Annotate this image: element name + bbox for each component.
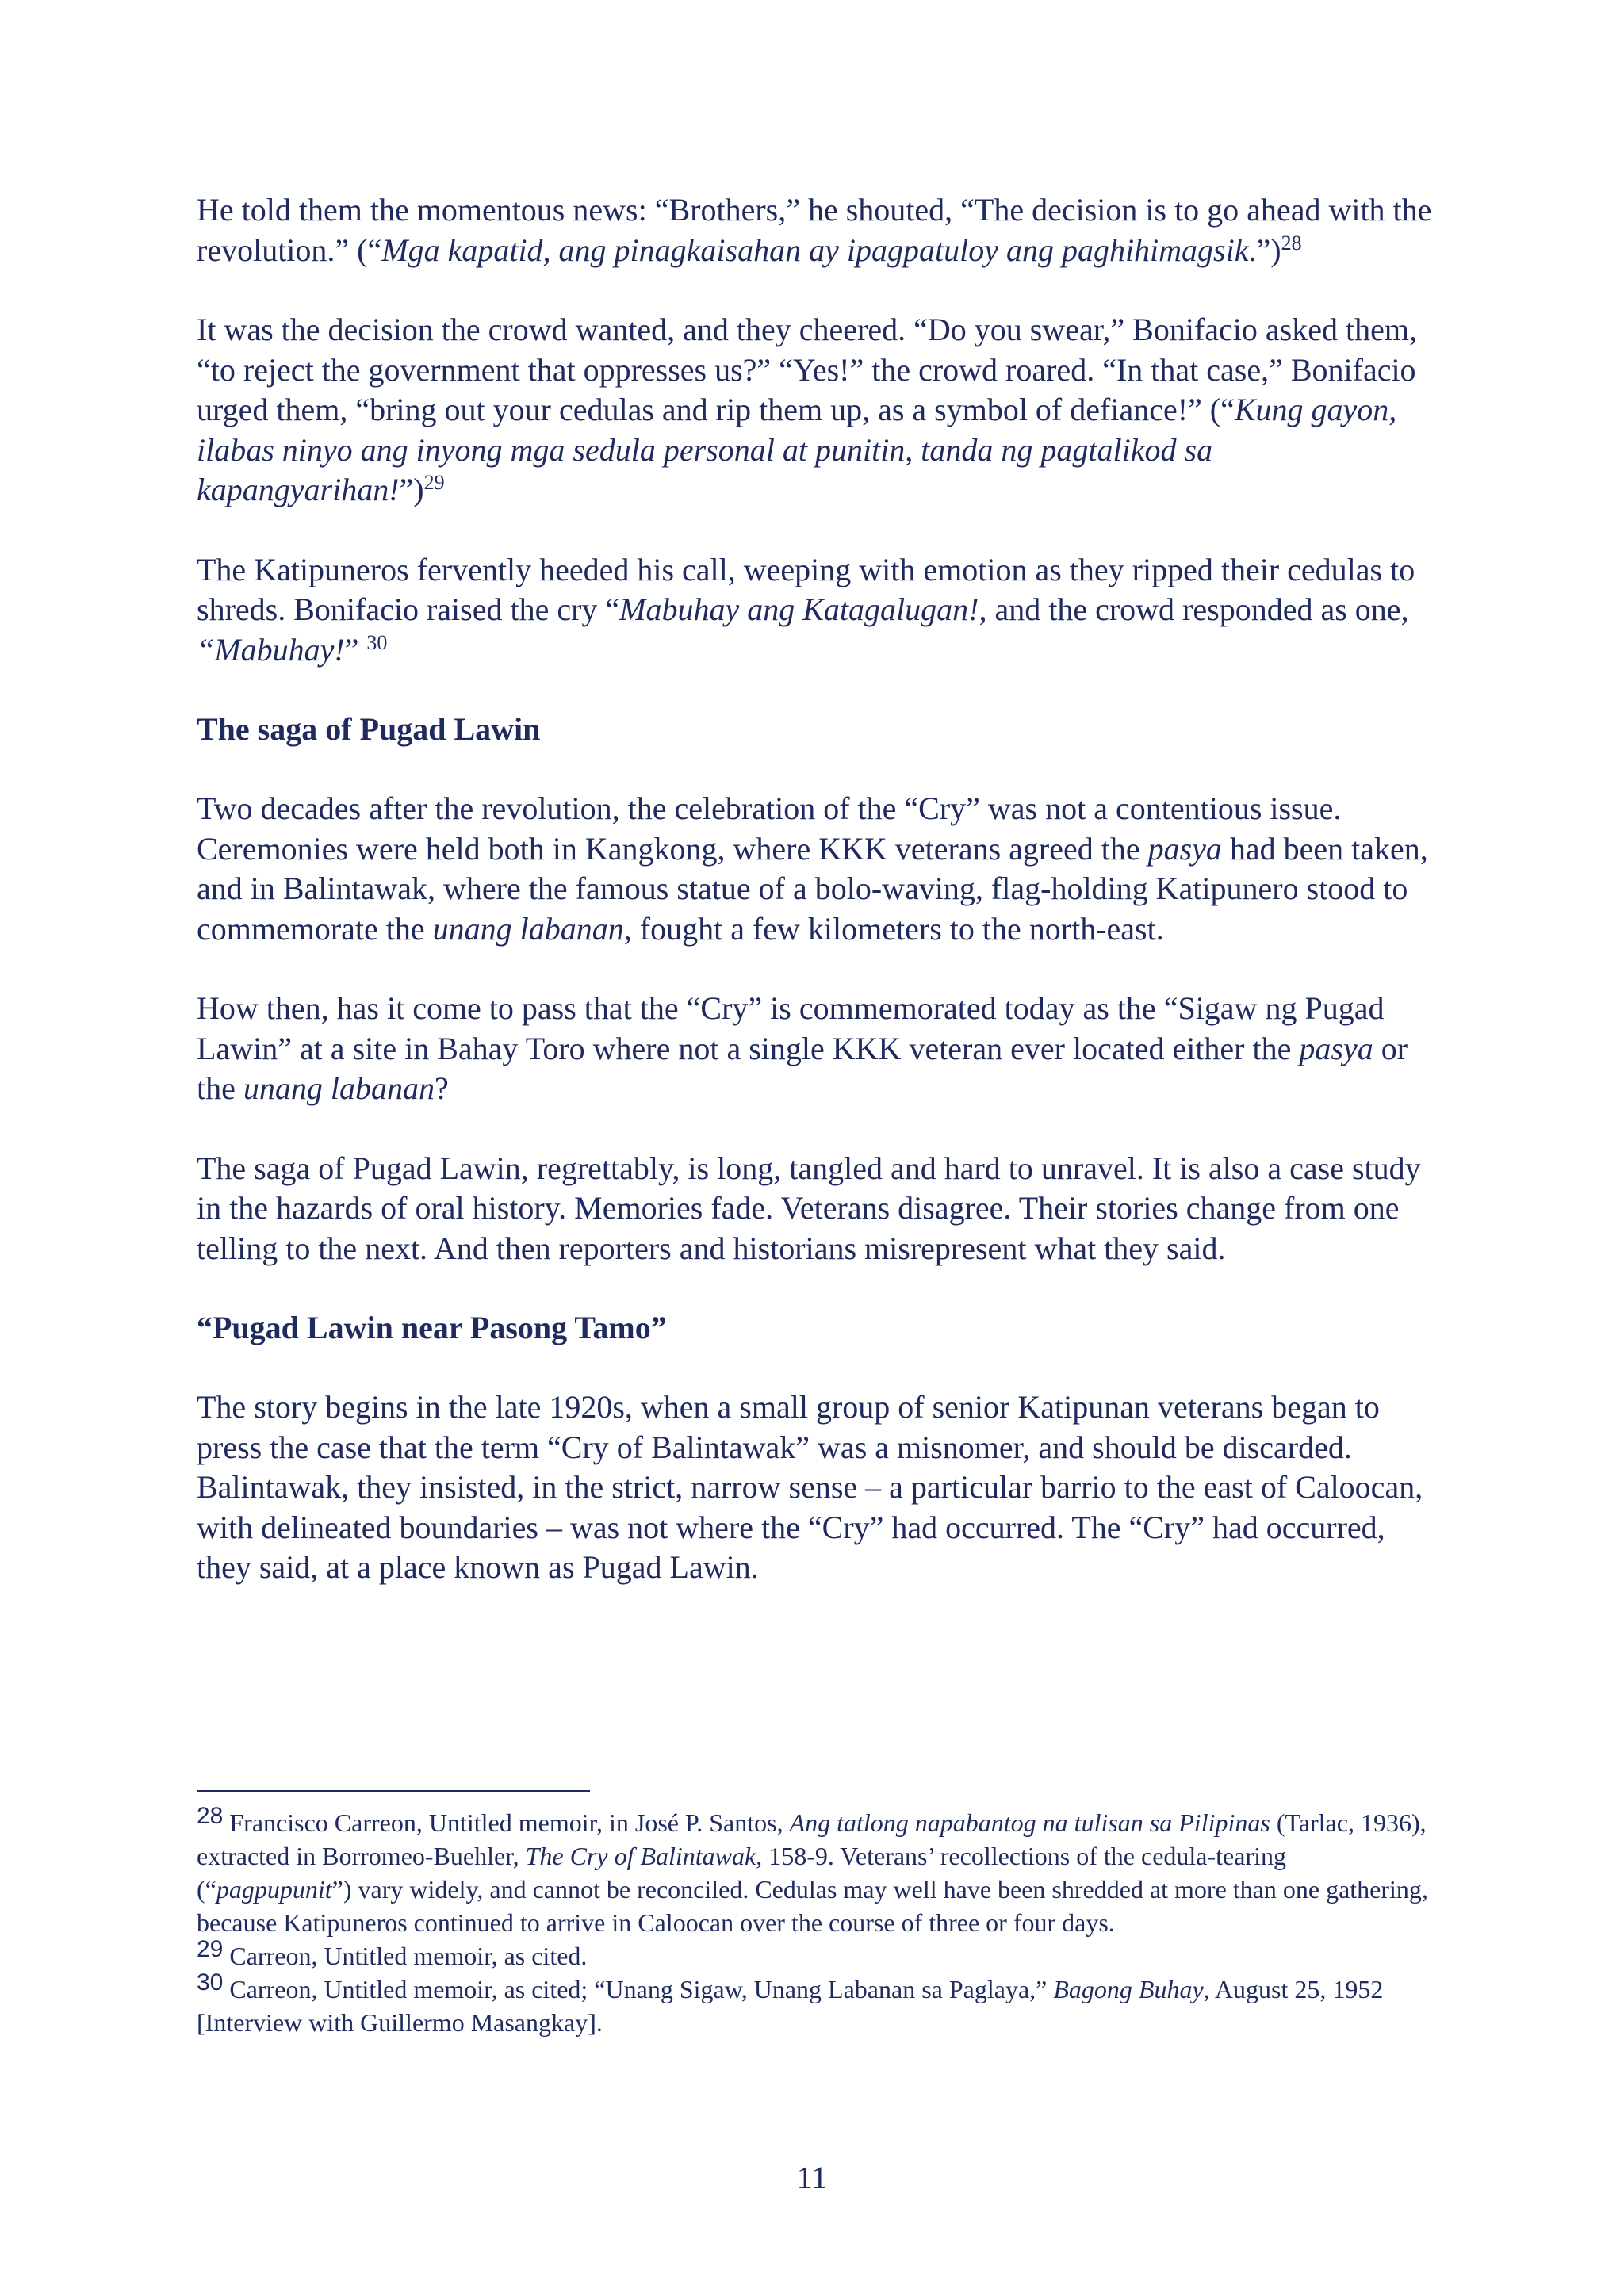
footnote-text: , August 25, 1952 [Interview with Guillermo Masangkay]. [197,1975,1384,2037]
section-heading-saga: The saga of Pugad Lawin [197,711,541,747]
footnote-text: (Tarlac, 1936), extracted in Borromeo-Buehler, [197,1808,1427,1870]
footnote-28 [197,1803,1434,1939]
section-heading-pasong-tamo: “Pugad Lawin near Pasong Tamo” [197,1310,667,1345]
footnote-text: Carreon, Untitled memoir, as cited; “Unang Sigaw, Unang Labanan sa Paglaya,” [223,1975,1054,2003]
italic-term: pagpupunit [216,1875,332,1904]
paragraph-text: ”) [399,472,424,507]
paragraph-text: , fought a few kilometers to the north-east. [623,910,1164,947]
paragraph-text: or the [197,1030,1408,1106]
paragraph-text: How then, has it come to pass that the “Cry” is commemorated today as the “Sigaw ng Pugad Lawin” at a site in Bahay Toro where not a single KKK veteran ever located either the [197,990,1385,1066]
paragraph-how-then [197,989,1434,1109]
italic-term: unang labanan [243,1070,435,1106]
paragraph-text: It was the decision the crowd wanted, and they cheered. “Do you swear,” Bonifacio asked them, “to reject the government that oppresses us?” “Yes!” the crowd roared. “In that case,” Bonifacio urged them, “bring out your cedulas and rip them up, as a symbol of defiance!” (“ [197,312,1417,427]
paragraph-text: .”) [1248,232,1281,268]
italic-term: unang labanan [432,910,624,947]
paragraph-story-begins: The story begins in the late 1920s, when a small group of senior Katipunan veterans began to press the case that the term “Cry of Balintawak” was a misnomer, and should be discarded. Balintawak, they insisted, in the strict, narrow sense – a particular barrio to the east of Caloocan, with delineated boundaries – was not where the “Cry” had occurred. The “Cry” had occurred, they said, at a place known as Pugad Lawin. [197,1389,1423,1585]
paragraph-swear [197,310,1434,511]
paragraph-text: had been taken, and in Balintawak, where the famous statue of a bolo-waving, flag-holding Katipunero stood to commemorate the [197,830,1428,947]
footnote-29 [197,1936,1434,1973]
paragraph-text: Two decades after the revolution, the celebration of the “Cry” was not a contentious issue. Ceremonies were held both in Kangkong, where KKK veterans agreed the [197,790,1342,867]
tagalog-quote: Kung gayon, ilabas ninyo ang inyong mga sedula personal at punitin, tanda ng pagtalikod sa kapangyarihan! [197,392,1397,507]
paragraph-oral-history: The saga of Pugad Lawin, regrettably, is long, tangled and hard to unravel. It is also a case study in the hazards of oral history. Memories fade. Veterans disagree. Their stories change from one telling to the next. And then reporters and historians misrepresent what they said. [197,1150,1421,1266]
book-title: The Cry of Balintawak [525,1842,756,1870]
document-body [197,190,1434,1588]
footnote-divider [197,1790,590,1792]
paragraph-text: ? [435,1070,449,1106]
paragraph-decision-news [197,190,1434,270]
footnote-ref-28[interactable]: 28 [1281,231,1302,254]
footnote-ref-29[interactable]: 29 [423,471,445,494]
footnote-text: , 158-9. Veterans’ recollections of the cedula-tearing (“ [197,1842,1286,1904]
footnote-number: 28 [197,1803,224,1829]
book-title: Ang tatlong napabantog na tulisan sa Pilipinas [789,1808,1270,1837]
paragraph-two-decades [197,789,1434,949]
italic-term: pasya [1147,830,1222,867]
footnote-text: Francisco Carreon, Untitled memoir, in José P. Santos, [223,1808,790,1837]
footnote-ref-30[interactable]: 30 [366,630,388,654]
tagalog-quote: Mga kapatid, ang pinagkaisahan ay ipagpatuloy ang paghihimagsik [381,232,1249,268]
page-number: 11 [796,2160,828,2195]
tagalog-quote: Mabuhay ang Katagalugan! [619,591,979,627]
footnote-number: 30 [197,1969,224,1996]
italic-term: pasya [1299,1030,1373,1066]
footnotes [197,1803,1434,2039]
paragraph-text: The Katipuneros fervently heeded his call, weeping with emotion as they ripped their cedulas to shreds. Bonifacio raised the cry “ [197,551,1415,627]
footnote-30 [197,1969,1434,2039]
publication-title: Bagong Buhay [1053,1975,1204,2003]
footnote-number: 29 [197,1936,224,1962]
tagalog-quote: “Mabuhay! [197,631,345,668]
footnote-text: Carreon, Untitled memoir, as cited. [223,1942,588,1970]
paragraph-text: ” [344,631,367,668]
paragraph-text: He told them the momentous news: “Brothers,” he shouted, “The decision is to go ahead with the revolution.” (“ [197,192,1432,268]
paragraph-text: , and the crowd responded as one, [979,591,1409,627]
paragraph-katipuneros [197,550,1434,671]
footnote-text: ”) vary widely, and cannot be reconciled. Cedulas may well have been shredded at more than one gathering, because Katipuneros continued to arrive in Caloocan over the course of three or four days. [197,1875,1428,1937]
